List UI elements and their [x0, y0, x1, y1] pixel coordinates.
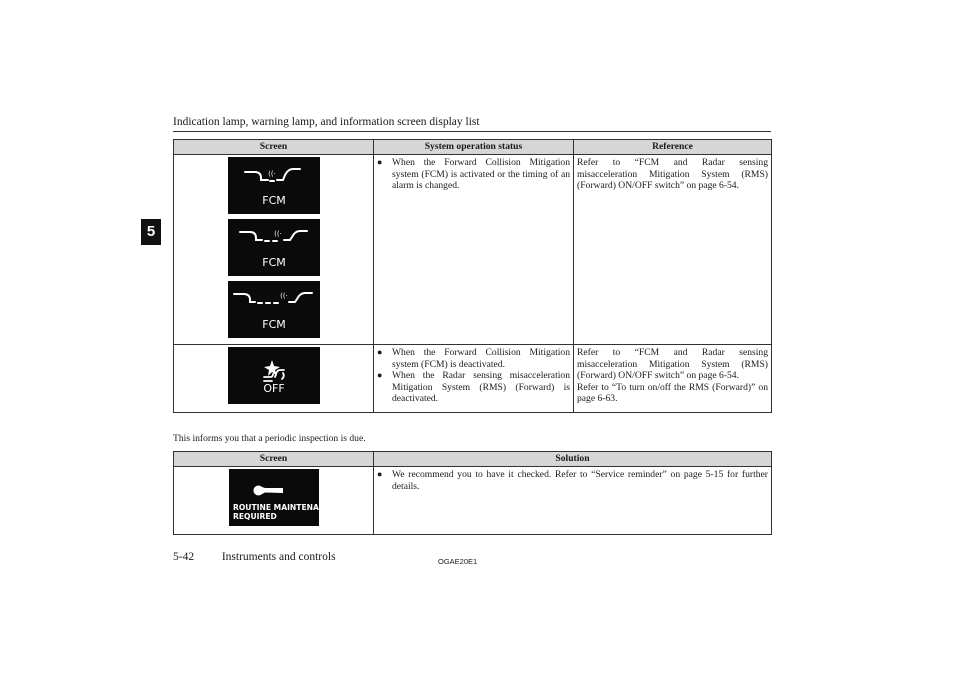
fcm-display-middle: [228, 219, 320, 276]
fcm-display-far: [228, 281, 320, 338]
reference-text: Refer to “FCM and Radar sensing misacceleration Mitigation System (RMS) (Forward) ON/OFF switch” on page 6-54.: [577, 157, 768, 191]
caption: This informs you that a periodic inspection is due.: [173, 433, 366, 444]
fcm-distance-far-icon: [228, 281, 320, 338]
wrench-icon: [229, 469, 336, 526]
solution-item: ● We recommend you to have it checked. Refer to “Service reminder” on page 5-15 for further details.: [377, 469, 768, 492]
maintenance-text-line2: REQUIRED: [232, 512, 277, 521]
table-row: [174, 467, 772, 535]
fcm-distance-near-icon: [228, 157, 320, 214]
reference-cell: [574, 155, 772, 345]
status-item: ● When the Forward Collision Mitigation system (FCM) is deactivated.: [377, 347, 570, 370]
reference-cell: [574, 345, 772, 413]
table-row: [174, 155, 772, 345]
fcm-label: FCM: [261, 318, 286, 331]
reference-text: Refer to “FCM and Radar sensing misacceleration Mitigation System (RMS) (Forward) ON/OFF switch” on page 6-54.: [577, 347, 768, 381]
maintenance-display: [229, 469, 336, 526]
maintenance-table: [173, 451, 772, 535]
fcm-distance-middle-icon: [228, 219, 320, 276]
status-item: ● When the Forward Collision Mitigation system (FCM) is activated or the timing of an alarm is changed.: [377, 157, 570, 192]
solution-cell: [374, 467, 772, 535]
fcm-off-icon: [228, 347, 320, 404]
page-footer: [173, 551, 336, 563]
header-screen: Screen: [174, 452, 374, 467]
svg-text:((·: ((·: [267, 170, 276, 178]
fcm-display-near: [228, 157, 320, 214]
page-header: Indication lamp, warning lamp, and information screen display list: [173, 116, 480, 128]
header-system-status: System operation status: [374, 140, 574, 155]
status-table: [173, 139, 772, 413]
status-cell: [374, 345, 574, 413]
status-cell: [374, 155, 574, 345]
screen-cell: [174, 155, 374, 345]
status-item: ● When the Radar sensing misacceleration Mitigation System (RMS) (Forward) is deactivated.: [377, 370, 570, 405]
header-rule: [173, 131, 771, 132]
status-table-header: [174, 140, 772, 155]
fcm-off-display: [228, 347, 320, 404]
svg-text:((·: ((·: [273, 230, 282, 238]
page-number: 5-42: [173, 551, 195, 563]
fcm-label: FCM: [261, 256, 286, 269]
section-name: Instruments and controls: [221, 551, 336, 563]
table-row: [174, 345, 772, 413]
reference-text: Refer to “To turn on/off the RMS (Forward)” on page 6-63.: [577, 381, 768, 404]
screen-cell: [174, 467, 374, 535]
header-solution: Solution: [374, 452, 772, 467]
svg-text:((·: ((·: [279, 292, 288, 300]
maintenance-table-header: [174, 452, 772, 467]
chapter-tab: 5: [141, 219, 161, 245]
document-code: OGAE20E1: [438, 557, 478, 566]
maintenance-text-line1: ROUTINE MAINTENANCE: [232, 503, 336, 512]
header-reference: Reference: [574, 140, 772, 155]
fcm-label: FCM: [261, 194, 286, 207]
screen-cell: [174, 345, 374, 413]
off-label: OFF: [262, 382, 285, 395]
header-screen: Screen: [174, 140, 374, 155]
